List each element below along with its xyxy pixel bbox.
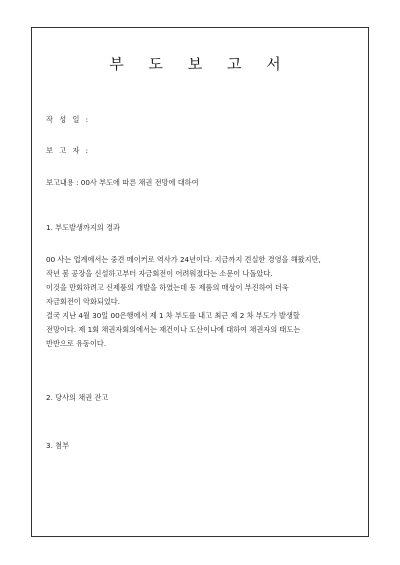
author-date-label: 작 성 일 : xyxy=(46,115,91,124)
progress-line: 00 사는 업계에서는 중견 메이커로 역사가 24년이다. 지금까지 견실한 경영을 해왔지만, xyxy=(46,255,321,264)
section-heading-balance: 2. 당사의 채권 잔고 xyxy=(46,393,109,402)
progress-line: 자금회전이 악화되었다. xyxy=(46,297,121,306)
progress-line: 이것을 만회하려고 신제품의 개발을 하였는데 동 제품의 매상이 부진하여 더욱 xyxy=(46,283,289,292)
progress-line: 작년 봄 공장을 신설하고부터 자금회전이 어려워졌다는 소문이 나돌았다. xyxy=(46,269,273,278)
reporter-label: 보 고 자 : xyxy=(46,146,91,155)
progress-line: 결국 지난 4월 30일 00은행에서 제 1 차 부도를 내고 최근 제 2 차 부도가 발생할 xyxy=(46,311,300,320)
section-heading-progress: 1. 부도발생까지의 경과 xyxy=(46,223,120,232)
progress-line: 전망이다. 제 1회 채권자회의에서는 재건이나 도산이나에 대하여 채권자의 태도는 xyxy=(46,325,301,334)
progress-line: 반반으로 유동이다. xyxy=(46,339,107,348)
report-content: 보고내용 : 00사 부도에 따른 채권 전망에 대하여 xyxy=(46,178,199,187)
document-title: 부 도 보 고 서 xyxy=(109,55,291,73)
section-heading-attachment: 3. 첨부 xyxy=(46,441,70,450)
document-page xyxy=(31,27,369,537)
